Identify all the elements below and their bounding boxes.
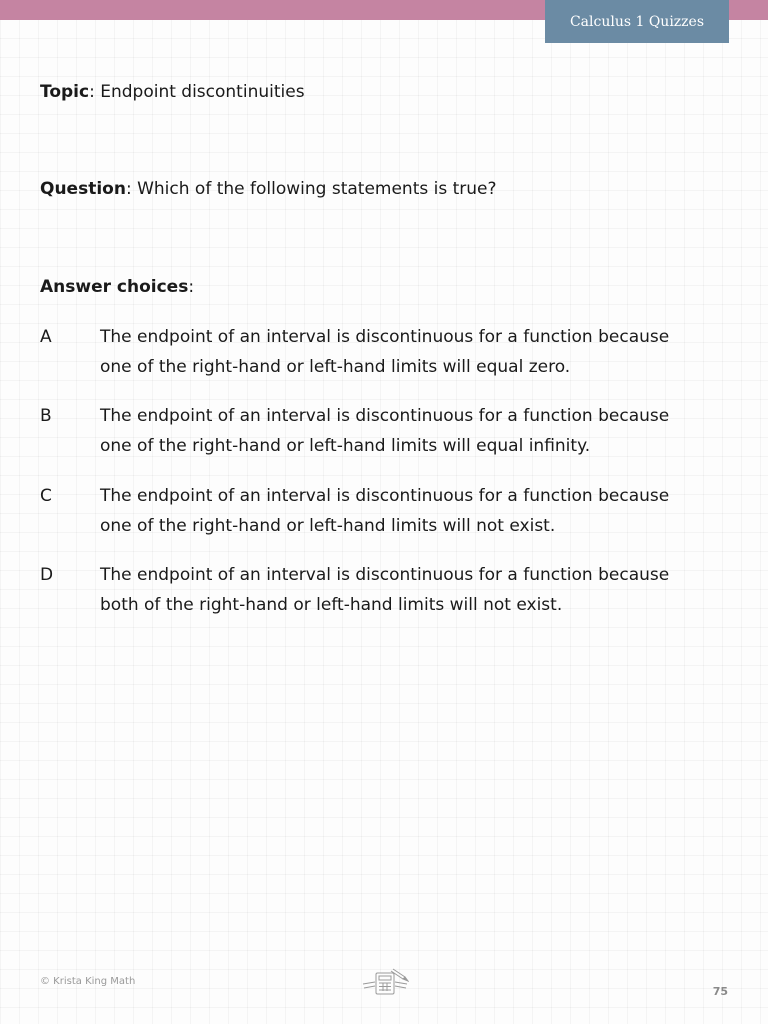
page-number: 75 — [712, 985, 728, 998]
footer-copyright: © Krista King Math — [40, 976, 136, 987]
choice-letter: D — [40, 565, 54, 585]
header-tab-label: Calculus 1 Quizzes — [569, 13, 705, 30]
choice-text: The endpoint of an interval is discontinuous for a function because one of the right-hand or left-hand limits will equal zero. — [100, 327, 670, 377]
question-line — [40, 179, 497, 199]
topic-label: Topic — [40, 82, 90, 102]
answer-choices-heading — [40, 277, 194, 297]
choice-letter: C — [40, 486, 52, 506]
question-text: : Which of the following statements is true? — [125, 179, 497, 199]
choice-text: The endpoint of an interval is discontinuous for a function because one of the right-hand or left-hand limits will not exist. — [100, 486, 670, 536]
choice-letter: B — [40, 406, 52, 426]
topic-line — [40, 82, 305, 102]
choice-letter: A — [40, 327, 52, 347]
question-label: Question — [40, 179, 126, 199]
header-tab — [545, 0, 729, 43]
choice-text: The endpoint of an interval is discontinuous for a function because one of the right-hand or left-hand limits will equal infinity. — [100, 406, 670, 456]
choice-text: The endpoint of an interval is discontinuous for a function because both of the right-hand or left-hand limits will not exist. — [100, 565, 670, 615]
calculator-pencil-logo-icon — [361, 967, 409, 997]
answer-choices-suffix: : — [188, 277, 195, 297]
topic-text: : Endpoint discontinuities — [89, 82, 305, 102]
answer-choices-label: Answer choices — [40, 277, 189, 297]
